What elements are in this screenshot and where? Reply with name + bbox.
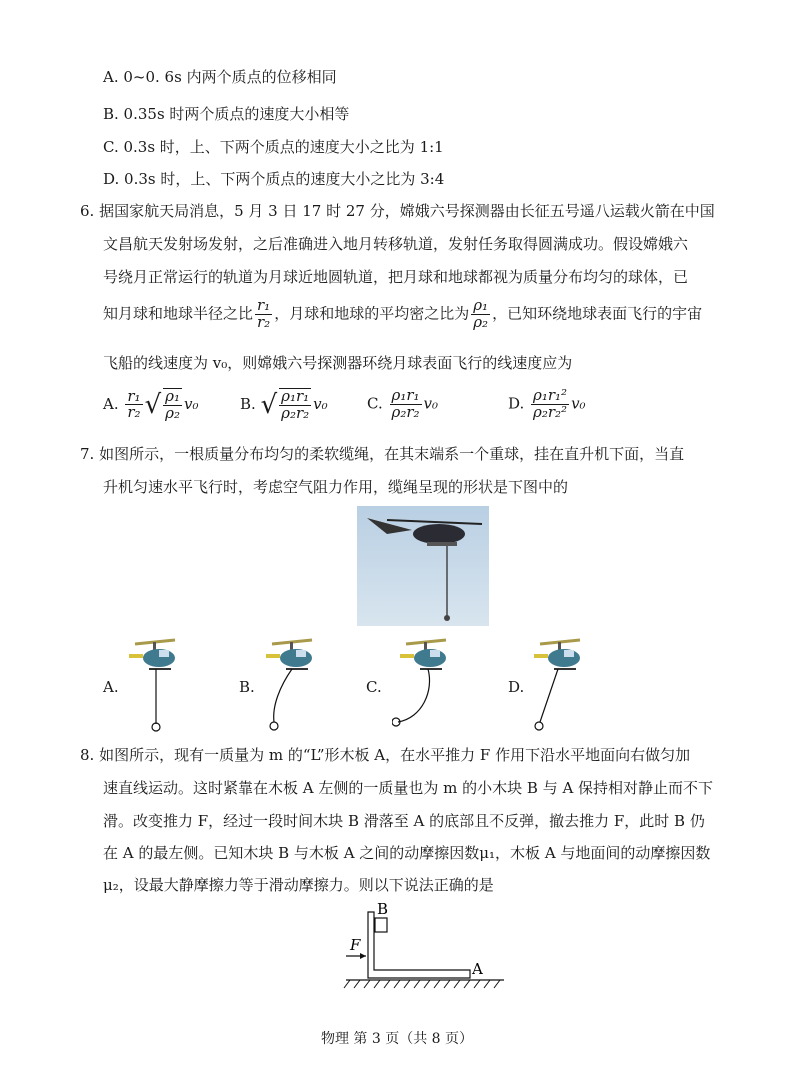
option-c-diagram	[392, 636, 462, 736]
q5-option-c: C. 0.3s 时，上、下两个质点的速度大小之比为 1:1	[103, 138, 444, 156]
q8-line-5: μ₂，设最大静摩擦力等于滑动摩擦力。则以下说法正确的是	[103, 876, 494, 894]
q7-line-1: 7. 如图所示，一根质量分布均匀的柔软缆绳，在其末端系一个重球，挂在直升机下面，当直	[80, 445, 685, 463]
q8-line-1: 8. 如图所示，现有一质量为 m 的“L”形木板 A，在水平推力 F 作用下沿水平地面向右做匀加	[80, 746, 691, 764]
q6-line-5: 飞船的线速度为 v₀，则嫦娥六号探测器环绕月球表面飞行的线速度应为	[103, 354, 573, 372]
opt-d-den: ρ₂r₂²	[533, 402, 568, 421]
rho1: ρ₁	[473, 296, 489, 314]
opt-a-root-den: ρ₂	[165, 403, 180, 422]
opt-d-num: ρ₁r₁²	[533, 386, 568, 404]
opt-d-tail: v₀	[571, 394, 586, 413]
radius-ratio-fraction	[255, 298, 272, 331]
q5-option-a: A. 0~0. 6s 内两个质点的位移相同	[103, 68, 337, 86]
opt-a-root-num: ρ₁	[165, 387, 180, 405]
helicopter-photo	[357, 506, 489, 626]
opt-b-root-num: ρ₁r₁	[281, 387, 310, 405]
opt-c-den: ρ₂r₂	[391, 402, 420, 421]
q6-opt-c-fraction	[390, 388, 422, 421]
q6-option-a	[103, 388, 199, 422]
r2: r₂	[257, 312, 271, 331]
q7-line-2: 升机匀速水平飞行时，考虑空气阻力作用，缆绳呈现的形状是下图中的	[103, 478, 569, 496]
q8-line-3: 滑。改变推力 F，经过一段时间木块 B 滑落至 A 的底部且不反弹，撤去推力 F，此时 B 仍	[103, 812, 705, 830]
sqrt-sign: √	[260, 389, 278, 420]
option-a-diagram	[125, 636, 185, 736]
q6-line-4a: 知月球和地球半径之比	[103, 304, 254, 323]
q7-option-d-label: D.	[508, 678, 525, 696]
opt-a-pre-den: r₂	[127, 403, 141, 422]
opt-b-tail: v₀	[313, 394, 328, 413]
q6-line-1: 6. 据国家航天局消息，5 月 3 日 17 时 27 分，嫦娥六号探测器由长征五号遥八运载火箭在中国	[80, 202, 715, 220]
q8-line-2: 速直线运动。这时紧靠在木板 A 左侧的一质量也为 m 的小木块 B 与 A 保持相对静止而不下	[103, 779, 714, 797]
page-footer: 物理 第 3 页（共 8 页）	[320, 1031, 474, 1047]
sqrt-sign: √	[144, 389, 162, 420]
rho2: ρ₂	[473, 312, 489, 331]
q5-option-d: D. 0.3s 时，上、下两个质点的速度大小之比为 3:4	[103, 170, 445, 188]
option-b-diagram	[262, 636, 322, 736]
q6-option-d	[508, 388, 586, 421]
q6-line-2: 文昌航天发射场发射，之后准确进入地月转移轨道，发射任务取得圆满成功。假设嫦娥六	[103, 235, 689, 253]
opt-c-num: ρ₁r₁	[391, 386, 420, 404]
density-ratio-fraction	[471, 298, 490, 331]
label-a: A	[472, 960, 483, 978]
opt-a-tail: v₀	[184, 394, 199, 413]
q8-line-4: 在 A 的最左侧。已知木块 B 与木板 A 之间的动摩擦因数μ₁，木板 A 与地面间的动摩擦因数	[103, 844, 711, 862]
q6-line-4c: ，已知环绕地球表面飞行的宇宙	[492, 304, 703, 323]
q6-opt-a-prefix-fraction	[125, 386, 142, 422]
q6-option-c-label: C.	[367, 394, 383, 413]
q6-opt-b-root-fraction	[279, 388, 311, 422]
q5-option-b: B. 0.35s 时两个质点的速度大小相等	[103, 105, 350, 123]
q6-opt-d-fraction	[531, 388, 569, 421]
option-d-diagram	[530, 636, 590, 736]
q6-line-4	[103, 298, 702, 331]
label-b: B	[377, 900, 389, 918]
label-f: F	[350, 936, 361, 954]
q6-line-4b: ，月球和地球的平均密之比为	[274, 304, 470, 323]
l-board-diagram	[340, 898, 510, 990]
opt-b-root-den: ρ₂r₂	[281, 403, 310, 422]
q6-opt-a-root-fraction	[163, 388, 182, 422]
q7-option-a-label: A.	[103, 678, 119, 696]
opt-a-pre-num: r₁	[127, 386, 141, 405]
q7-option-c-label: C.	[366, 678, 382, 696]
opt-c-tail: v₀	[423, 394, 439, 413]
q6-option-b-label: B.	[240, 394, 256, 413]
q6-option-c	[367, 388, 438, 421]
q6-line-3: 号绕月正常运行的轨道为月球近地圆轨道，把月球和地球都视为质量分布均匀的球体，已	[103, 268, 689, 286]
q7-option-b-label: B.	[239, 678, 255, 696]
q6-option-a-label: A.	[103, 394, 119, 413]
q6-option-d-label: D.	[508, 394, 525, 413]
r1: r₁	[257, 296, 271, 314]
q6-option-b	[240, 388, 328, 422]
